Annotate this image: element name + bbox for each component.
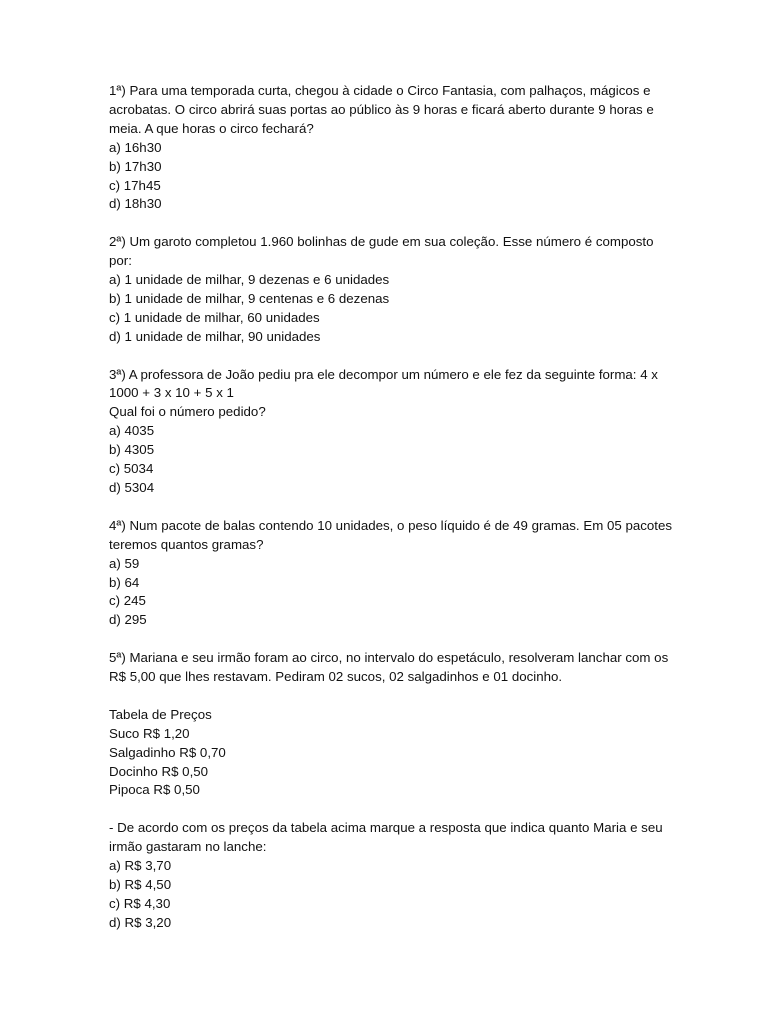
- question-3-text-line-1: 3ª) A professora de João pediu pra ele decompor um número e ele fez da seguinte forma: 4 x: [109, 366, 658, 382]
- question-4-text-line-1: 4ª) Num pacote de balas contendo 10 unidades, o peso líquido é de 49 gramas. Em 05 pacotes: [109, 517, 673, 533]
- question-1-option-a: a) 16h30: [109, 139, 162, 155]
- question-5-option-a: a) R$ 3,70: [109, 858, 172, 874]
- price-table-item: Salgadinho R$ 0,70: [109, 744, 226, 760]
- price-table-item: Docinho R$ 0,50: [109, 763, 209, 779]
- price-table: [109, 706, 654, 801]
- question-5-text-line-2: R$ 5,00 que lhes restavam. Pediram 02 sucos, 02 salgadinhos e 01 docinho.: [109, 669, 563, 685]
- spacer: [109, 687, 654, 706]
- question-5: [109, 649, 669, 933]
- question-3-option-b: b) 4305: [109, 442, 155, 458]
- question-1-option-b: b) 17h30: [109, 158, 162, 174]
- question-4-option-d: d) 295: [109, 612, 147, 628]
- question-5-text-line-1: 5ª) Mariana e seu irmão foram ao circo, no intervalo do espetáculo, resolveram lanchar com os: [109, 650, 669, 666]
- question-5-option-c: c) R$ 4,30: [109, 895, 171, 911]
- question-5-option-d: d) R$ 3,20: [109, 914, 172, 930]
- price-table-item: Suco R$ 1,20: [109, 725, 190, 741]
- question-1-text-line-2: acrobatas. O circo abrirá suas portas ao público às 9 horas e ficará aberto durante 9 horas e: [109, 101, 654, 117]
- question-2: [109, 233, 654, 346]
- spacer: [109, 800, 654, 819]
- spacer: [109, 347, 654, 366]
- question-3-option-a: a) 4035: [109, 423, 155, 439]
- question-3-text-line-3: Qual foi o número pedido?: [109, 404, 266, 420]
- question-5-prompt-line-1: - De acordo com os preços da tabela acima marque a resposta que indica quanto Maria e seu: [109, 820, 663, 836]
- question-3: [109, 366, 658, 498]
- question-3-option-d: d) 5304: [109, 480, 155, 495]
- spacer: [109, 214, 654, 233]
- question-1-text-line-1: 1ª) Para uma temporada curta, chegou à cidade o Circo Fantasia, com palhaços, mágicos e: [109, 83, 651, 98]
- question-2-option-c: c) 1 unidade de milhar, 60 unidades: [109, 309, 320, 325]
- question-4: [109, 517, 673, 630]
- question-4-option-b: b) 64: [109, 574, 140, 590]
- question-1: [109, 82, 654, 214]
- spacer: [109, 630, 654, 649]
- question-2-text-line-1: 2ª) Um garoto completou 1.960 bolinhas de gude em sua coleção. Esse número é composto: [109, 234, 654, 250]
- question-2-option-a: a) 1 unidade de milhar, 9 dezenas e 6 unidades: [109, 272, 390, 288]
- question-5-option-b: b) R$ 4,50: [109, 876, 172, 892]
- question-5-prompt-line-2: irmão gastaram no lanche:: [109, 839, 267, 855]
- worksheet-page: [109, 82, 673, 933]
- question-4-option-c: c) 245: [109, 593, 146, 609]
- question-2-option-d: d) 1 unidade de milhar, 90 unidades: [109, 328, 321, 344]
- question-1-option-d: d) 18h30: [109, 196, 162, 212]
- spacer: [109, 498, 654, 517]
- question-1-text-line-3: meia. A que horas o circo fechará?: [109, 120, 314, 136]
- question-1-option-c: c) 17h45: [109, 177, 161, 193]
- question-2-option-b: b) 1 unidade de milhar, 9 centenas e 6 dezenas: [109, 290, 390, 306]
- question-4-option-a: a) 59: [109, 555, 140, 571]
- question-2-text-line-2: por:: [109, 253, 132, 269]
- price-table-item: Pipoca R$ 0,50: [109, 782, 200, 798]
- question-3-text-line-2: 1000 + 3 x 10 + 5 x 1: [109, 385, 234, 401]
- price-table-title: Tabela de Preços: [109, 706, 212, 722]
- question-3-option-c: c) 5034: [109, 461, 154, 477]
- question-4-text-line-2: teremos quantos gramas?: [109, 536, 264, 552]
